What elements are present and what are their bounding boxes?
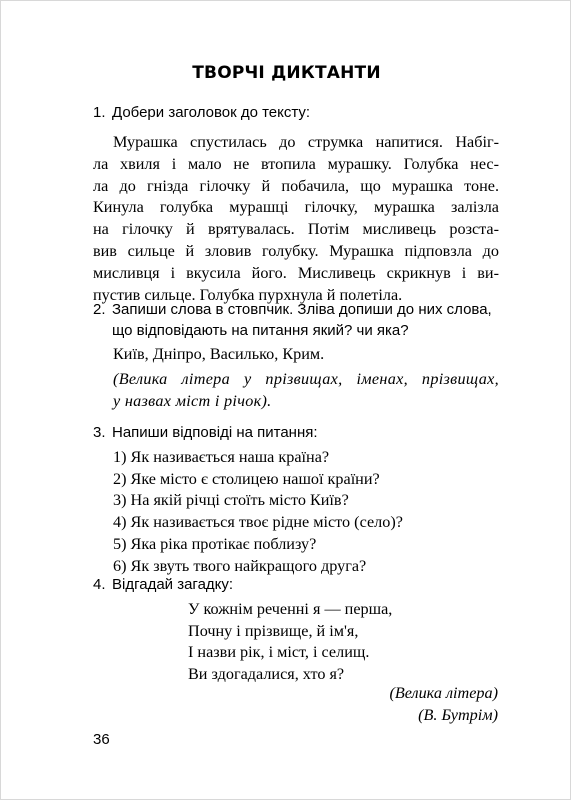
page-title: ТВОРЧІ ДИКТАНТИ <box>192 63 381 83</box>
task-4-number: 4. <box>93 576 106 593</box>
task-2-words: Київ, Дніпро, Василько, Крим. <box>113 345 325 363</box>
poem-line: У кожнім реченні я — перша, <box>188 600 393 618</box>
poem-line: І назви рік, і міст, і селищ. <box>188 643 370 662</box>
task-4-instruction <box>93 574 513 595</box>
text-line: ла хвиля і мало не втопила мурашку. Голубка нес- <box>93 154 499 173</box>
task-4-instruction-text: Відгадай загадку: <box>112 576 234 593</box>
task-1-instruction-text: Добери заголовок до тексту: <box>112 104 311 121</box>
task-3-number: 3. <box>93 424 106 441</box>
task-2-instruction-line: що відповідають на питання який? чи яка? <box>112 322 409 339</box>
text-line: Кинула голубка мурашці гілочку, мурашка залізла <box>93 198 499 217</box>
task-2-instruction-line: Запиши слова в стовпчик. Зліва допиши до них слова, <box>112 301 492 318</box>
text-line: вив сильце й зловив голубку. Мурашка підповзла до <box>93 241 499 260</box>
task-3-instruction-text: Напиши відповіді на питання: <box>112 424 318 441</box>
riddle-poem <box>188 599 392 685</box>
question-item: 5) Яка ріка протікає поблизу? <box>113 534 317 553</box>
note-line: (Велика літера у прізвищах, іменах, прізвищах, <box>113 370 499 388</box>
task-1-number: 1. <box>93 104 106 121</box>
question-item: 6) Як звуть твого найкращого друга? <box>113 556 367 575</box>
question-item: 4) Як називається твоє рідне місто (село)? <box>113 513 403 532</box>
task-1-text <box>93 132 499 306</box>
riddle-answer: (Велика літера) <box>389 684 498 702</box>
text-line: ла до гнізда гілочку й побачила, що мурашка тоне. <box>93 176 499 195</box>
poem-line: Почну і прізвище, й ім'я, <box>188 621 359 640</box>
poem-line: Ви здогадалися, хто я? <box>188 664 345 683</box>
text-line: Мурашка спустилась до струмка напитися. Набіг- <box>113 133 499 151</box>
task-3-instruction <box>93 422 513 443</box>
text-line: на гілочку й врятувалась. Потім мисливець розста- <box>93 220 499 239</box>
task-2-number: 2. <box>93 301 106 318</box>
text-line: пустив сильце. Голубка пурхнула й полетіла. <box>93 285 403 304</box>
task-3-questions <box>113 447 403 577</box>
task-2-note <box>113 368 499 412</box>
task-2-instruction <box>93 299 513 341</box>
text-line: мисливця і вкусила його. Мисливець скрикнув і ви- <box>93 263 499 282</box>
task-1-instruction <box>93 102 513 123</box>
page-number: 36 <box>93 731 110 748</box>
question-item: 3) На якій річці стоїть місто Київ? <box>113 491 349 510</box>
question-item: 1) Як називається наша країна? <box>113 448 330 466</box>
question-item: 2) Яке місто є столицею нашої країни? <box>113 469 380 488</box>
note-line: у назвах міст і річок). <box>113 392 272 410</box>
riddle-author: (В. Бутрім) <box>418 706 498 724</box>
